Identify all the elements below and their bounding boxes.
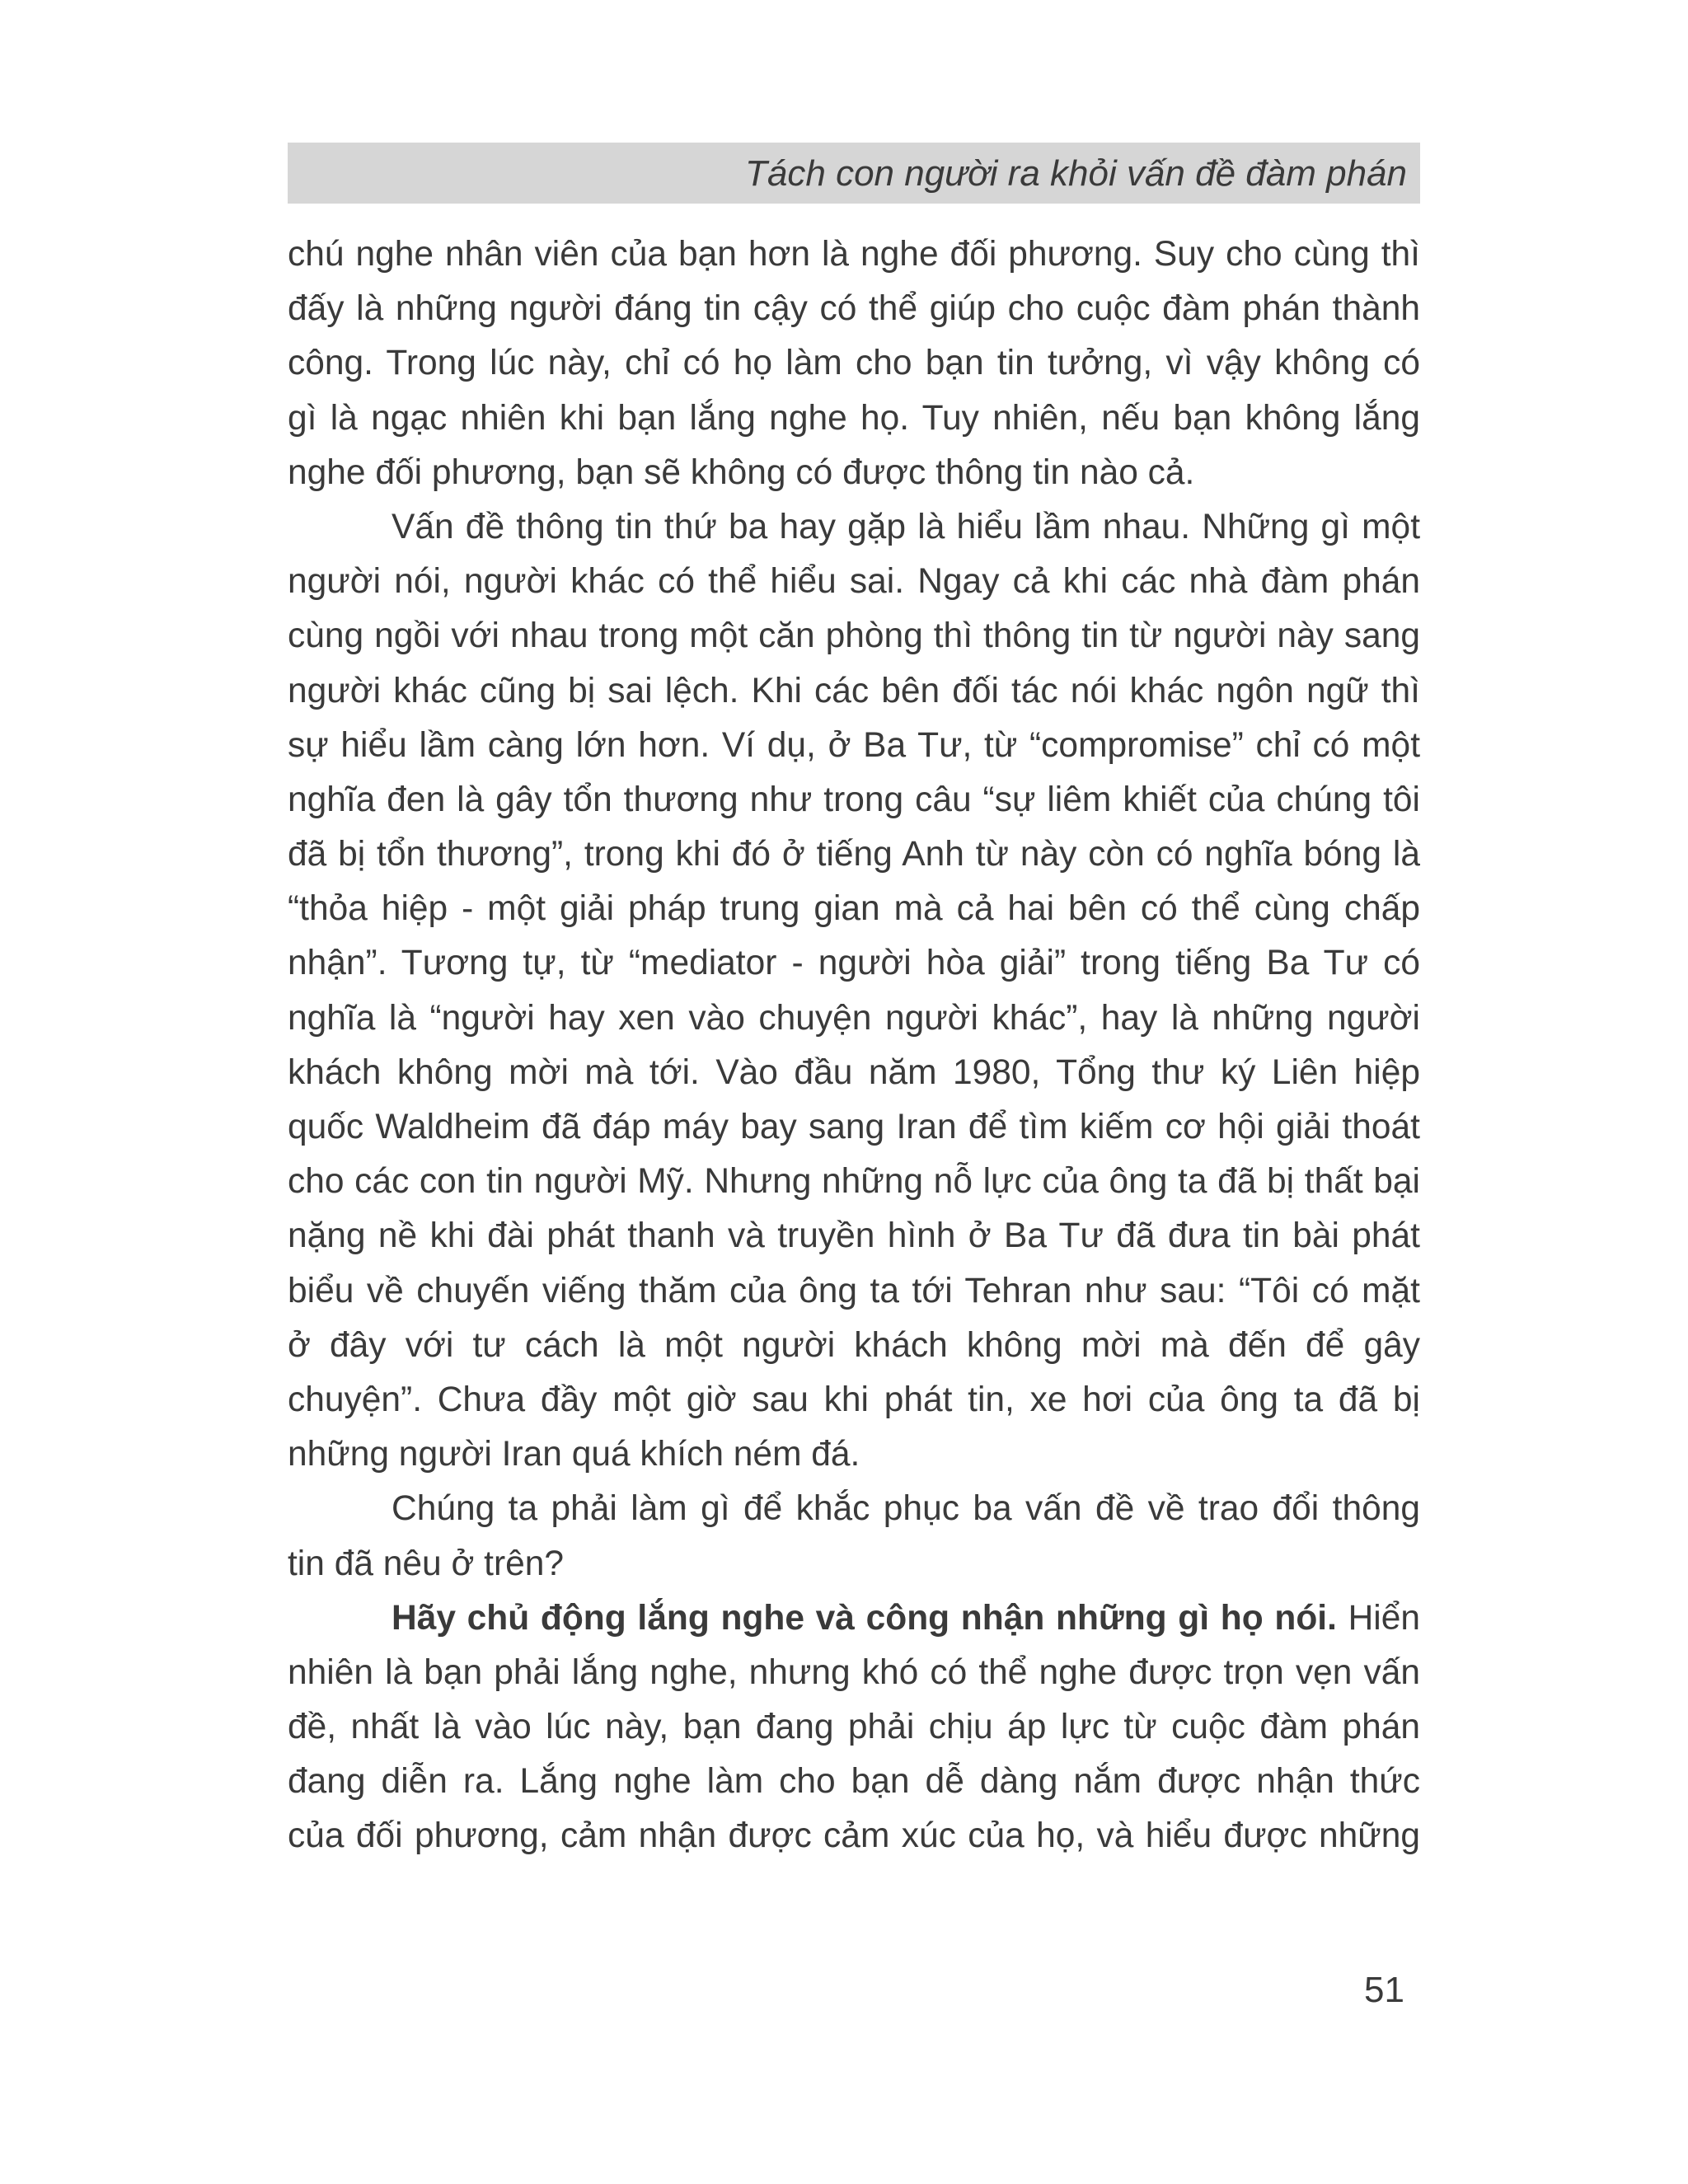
text-line: khách không mời mà tới. Vào đầu năm 1980, Tổng thư ký Liên hiệp (288, 1052, 1420, 1092)
text-line: chú nghe nhân viên của bạn hơn là nghe đối phương. Suy cho cùng thì (288, 235, 1420, 274)
page-number: 51 (1364, 1970, 1404, 2010)
text-line: người khác cũng bị sai lệch. Khi các bên đối tác nói khác ngôn ngữ thì (288, 671, 1420, 710)
text-line: của đối phương, cảm nhận được cảm xúc của họ, và hiểu được những (288, 1816, 1420, 1856)
text-line: đã bị tổn thương”, trong khi đó ở tiếng Anh từ này còn có nghĩa bóng là (288, 835, 1420, 874)
paragraph (288, 1482, 1420, 1591)
text-line: nghĩa đen là gây tổn thương như trong câu “sự liêm khiết của chúng tôi (288, 780, 1420, 819)
text-line: sự hiểu lầm càng lớn hơn. Ví dụ, ở Ba Tư, từ “compromise” chỉ có một (288, 725, 1420, 765)
running-header (288, 143, 1420, 204)
text-line: gì là ngạc nhiên khi bạn lắng nghe họ. Tuy nhiên, nếu bạn không lắng (288, 398, 1420, 438)
running-header-title: Tách con người ra khỏi vấn đề đàm phán (745, 153, 1407, 194)
text-line: “thỏa hiệp - một giải pháp trung gian mà cả hai bên có thể cùng chấp (288, 889, 1420, 929)
bold-lead: Hãy chủ động lắng nghe và công nhận những gì họ nói. (392, 1598, 1337, 1638)
text-line: cùng ngồi với nhau trong một căn phòng thì thông tin từ người này sang (288, 616, 1420, 656)
text-line: biểu về chuyến viếng thăm của ông ta tới Tehran như sau: “Tôi có mặt (288, 1271, 1420, 1310)
text-line: cho các con tin người Mỹ. Nhưng những nỗ lực của ông ta đã bị thất bại (288, 1162, 1420, 1202)
text-line: tin đã nêu ở trên? (288, 1544, 565, 1583)
text-line: công. Trong lúc này, chỉ có họ làm cho bạn tin tưởng, vì vậy không có (288, 344, 1420, 383)
text-line: Vấn đề thông tin thứ ba hay gặp là hiểu lầm nhau. Những gì một (392, 507, 1420, 546)
paragraph (288, 1591, 1420, 1864)
text-run: Hiển (1336, 1598, 1420, 1638)
text-line: người nói, người khác có thể hiểu sai. Ngay cả khi các nhà đàm phán (288, 562, 1420, 602)
text-line (288, 1591, 1420, 1646)
paragraph (288, 500, 1420, 1482)
text-line: nhiên là bạn phải lắng nghe, nhưng khó có thể nghe được trọn vẹn vấn (288, 1652, 1420, 1692)
text-line: đấy là những người đáng tin cậy có thể giúp cho cuộc đàm phán thành (288, 289, 1420, 329)
text-line: quốc Waldheim đã đáp máy bay sang Iran để tìm kiếm cơ hội giải thoát (288, 1108, 1420, 1146)
text-line: nghe đối phương, bạn sẽ không có được thông tin nào cả. (288, 452, 1195, 492)
text-line: ở đây với tư cách là một người khách không mời mà đến để gây (288, 1325, 1420, 1365)
body-text (288, 227, 1420, 1864)
text-line: Chúng ta phải làm gì để khắc phục ba vấn đề về trao đổi thông (392, 1489, 1420, 1529)
text-line: đang diễn ra. Lắng nghe làm cho bạn dễ dàng nắm được nhận thức (288, 1762, 1420, 1802)
text-line: nặng nề khi đài phát thanh và truyền hình ở Ba Tư đã đưa tin bài phát (288, 1216, 1420, 1256)
text-line: nghĩa là “người hay xen vào chuyện người khác”, hay là những người (288, 998, 1420, 1038)
text-line: đề, nhất là vào lúc này, bạn đang phải chịu áp lực từ cuộc đàm phán (288, 1708, 1420, 1747)
paragraph (288, 227, 1420, 500)
text-line: những người Iran quá khích ném đá. (288, 1435, 860, 1474)
text-line: chuyện”. Chưa đầy một giờ sau khi phát tin, xe hơi của ông ta đã bị (288, 1380, 1420, 1419)
text-line: nhận”. Tương tự, từ “mediator - người hòa giải” trong tiếng Ba Tư có (288, 944, 1420, 983)
